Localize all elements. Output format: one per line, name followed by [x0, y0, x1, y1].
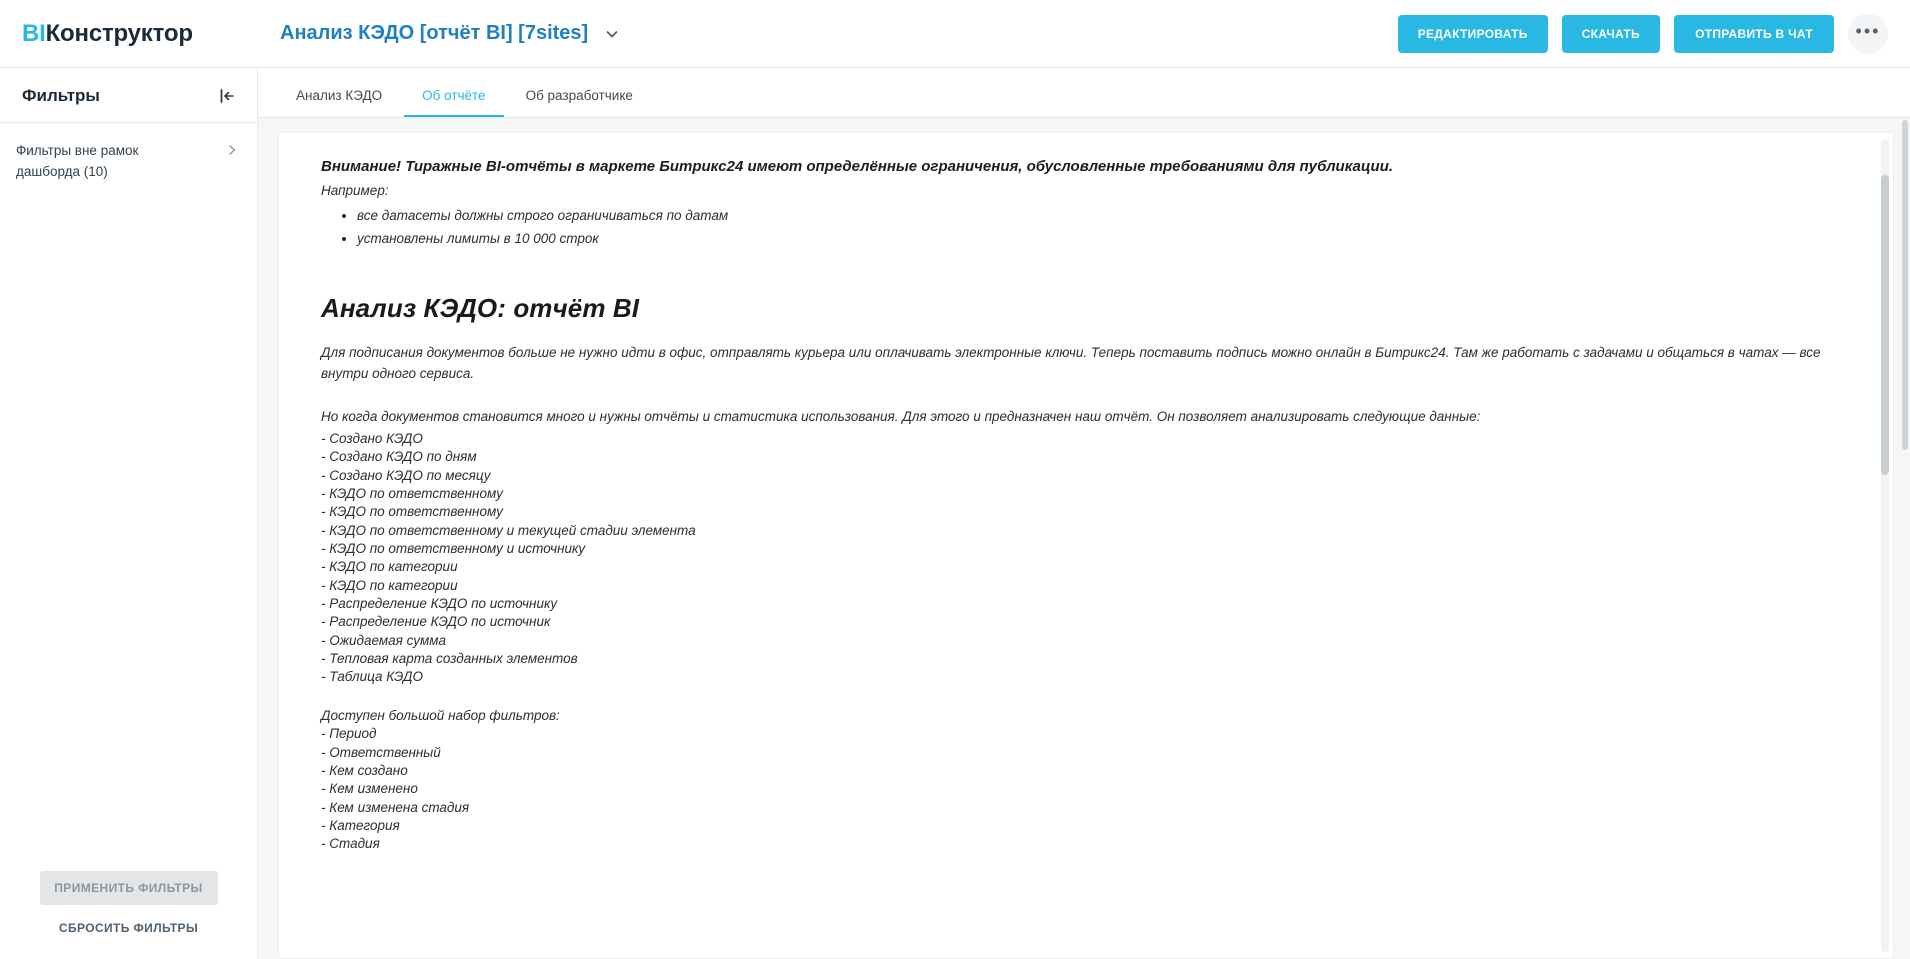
list-item: - Создано КЭДО по дням — [321, 449, 477, 465]
card-scrollbar-thumb[interactable] — [1881, 175, 1889, 475]
download-button[interactable]: СКАЧАТЬ — [1562, 15, 1660, 53]
paragraph-intro: Для подписания документов больше не нужно идти в офис, отправлять курьера или оплачивать электронные ключи. Теперь поставить подпись можно онлайн в Битрикс24. Там же работать с задачами и общаться в чатах — все внутри одного сервиса. — [321, 345, 1821, 381]
list-item: - КЭДО по ответственному — [321, 504, 503, 520]
list-item: - КЭДО по категории — [321, 559, 458, 575]
page-title: Анализ КЭДО [отчёт BI] [7sites] — [280, 22, 589, 44]
header-actions — [1398, 0, 1910, 67]
body — [0, 68, 1910, 959]
list-item: • все датасеты должны строго ограничиваться по датам — [357, 207, 1853, 226]
logo-zone — [0, 0, 258, 67]
sidebar-item-filters-outside-dashboard[interactable] — [0, 123, 257, 201]
logo-name-text: Конструктор — [45, 19, 193, 47]
list-item: - КЭДО по категории — [321, 577, 458, 593]
sidebar-footer — [0, 871, 257, 959]
sidebar-title: Фильтры — [22, 86, 100, 105]
chevron-down-icon[interactable] — [604, 26, 620, 42]
list-item: - Создано КЭДО — [321, 430, 423, 446]
paragraph-capabilities: Но когда документов становится много и нужны отчёты и статистика использования. Для этого и предназначен наш отчёт. Он позволяет анализировать следующие данные: — [321, 408, 1481, 424]
list-item: - Стадия — [321, 836, 380, 852]
sidebar-spacer — [0, 201, 257, 871]
report-canvas — [258, 118, 1910, 959]
tab-analysis-kedo[interactable]: Анализ КЭДО — [296, 87, 383, 103]
list-item: - Создано КЭДО по месяцу — [321, 467, 491, 483]
send-to-chat-button[interactable]: ОТПРАВИТЬ В ЧАТ — [1674, 15, 1834, 53]
example-label: Например: — [321, 183, 389, 199]
about-report-card — [278, 132, 1894, 959]
filters-capabilities-block — [321, 707, 1853, 854]
data-capabilities-block — [321, 407, 1853, 687]
list-item: - КЭДО по ответственному и текущей стадии элемента — [321, 522, 696, 538]
list-item: - КЭДО по ответственному и источнику — [321, 540, 586, 556]
list-item: - Распределение КЭДО по источник — [321, 614, 551, 630]
sidebar-header — [0, 68, 257, 122]
list-item: - Кем создано — [321, 762, 408, 778]
list-item: - КЭДО по ответственному — [321, 485, 503, 501]
list-item: - Таблица КЭДО — [321, 669, 423, 685]
warning-list — [321, 207, 1853, 249]
top-bar — [0, 0, 1910, 68]
apply-filters-button[interactable]: ПРИМЕНИТЬ ФИЛЬТРЫ — [40, 871, 218, 905]
warning-text: Внимание! Тиражные BI-отчёты в маркете Битрикс24 имеют определённые ограничения, обусловленные требованиями для публикации. — [321, 158, 1394, 175]
more-options-icon[interactable]: ••• — [1848, 14, 1888, 54]
edit-button[interactable]: РЕДАКТИРОВАТЬ — [1398, 15, 1548, 53]
list-item: - Кем изменена стадия — [321, 799, 470, 815]
document-heading: Анализ КЭДО: отчёт BI — [321, 293, 640, 324]
card-scrollbar-track[interactable] — [1881, 139, 1889, 952]
collapse-panel-icon[interactable] — [219, 88, 237, 104]
filters-sidebar — [0, 68, 258, 959]
list-item: - Ответственный — [321, 744, 441, 760]
page-scrollbar-thumb[interactable] — [1902, 120, 1908, 450]
list-item: - Ожидаемая сумма — [321, 632, 446, 648]
filters-lead: Доступен большой набор фильтров: — [321, 707, 560, 723]
tab-bar — [258, 68, 1910, 118]
list-item: - Период — [321, 726, 377, 742]
app-logo[interactable] — [22, 20, 193, 48]
list-item: - Распределение КЭДО по источнику — [321, 596, 558, 612]
list-item: • установлены лимиты в 10 000 строк — [357, 230, 1853, 249]
content-area — [258, 68, 1910, 959]
list-item: - Категория — [321, 817, 400, 833]
logo-bi-text: BI — [22, 19, 46, 47]
spacer — [321, 687, 1853, 707]
document-title-zone — [258, 0, 1398, 67]
list-item: - Тепловая карта созданных элементов — [321, 651, 578, 667]
tab-about-developer[interactable]: Об разработчике — [525, 87, 633, 103]
list-item: - Кем изменено — [321, 781, 418, 797]
reset-filters-button[interactable]: СБРОСИТЬ ФИЛЬТРЫ — [55, 919, 202, 937]
sidebar-item-label: Фильтры вне рамок дашборда (10) — [16, 143, 139, 179]
tab-about-report[interactable]: Об отчёте — [404, 89, 503, 118]
chevron-right-icon[interactable] — [225, 143, 239, 161]
